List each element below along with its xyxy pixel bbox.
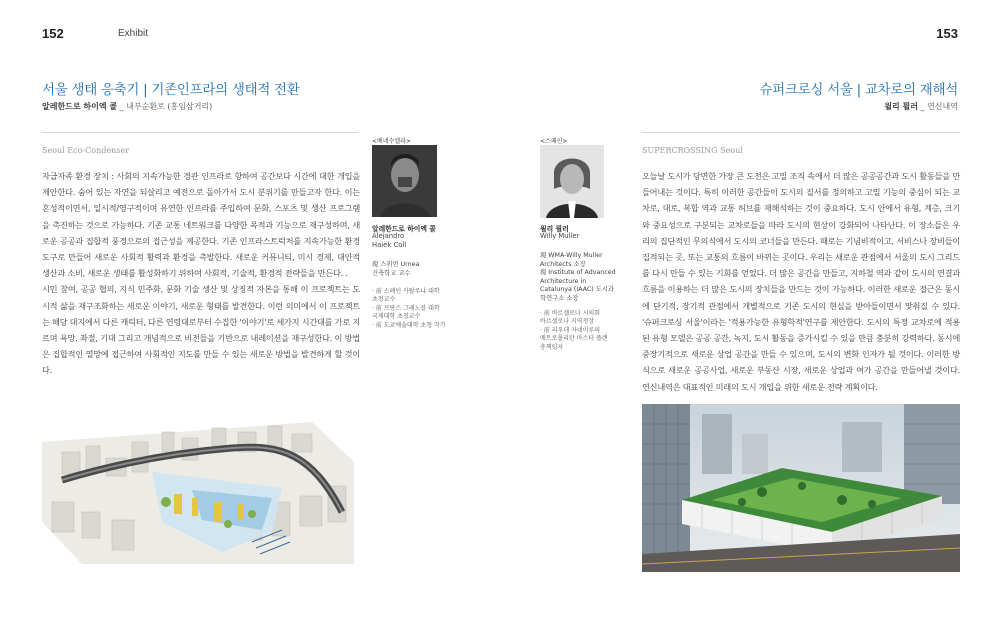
profile2-name-en: Willy Muller bbox=[540, 232, 580, 240]
profile1-credentials bbox=[372, 288, 446, 330]
profile2-aff-line: 現 Institute of Advanced bbox=[540, 269, 616, 277]
right-title: 슈퍼크로싱 서울 | 교차로의 재해석 bbox=[759, 82, 958, 98]
profile2-affiliation bbox=[540, 252, 616, 304]
left-body bbox=[42, 168, 360, 379]
right-divider bbox=[642, 132, 960, 133]
right-location: _ 연신내역 bbox=[920, 102, 958, 111]
profile2-cred: · 前 바르셀로나 시의회 bbox=[540, 310, 600, 317]
left-subtitle bbox=[42, 101, 212, 112]
profile2-aff-line: Catalunya (IAAC) 도시과 bbox=[540, 286, 614, 294]
right-author: 윌리 뮐러 bbox=[884, 102, 918, 111]
right-eng-heading: SUPERCROSSING Seoul bbox=[642, 146, 743, 155]
profile2-aff-line: Architects 소장 bbox=[540, 260, 586, 268]
left-paragraph: 시민 참여, 공공 협의, 지식 민주화, 문화 기술 생산 및 상징적 자본을 통해 이 프로젝트는 도시적 삶을 재구조화하는 새로운 이야기, 새로운 형태를 발견한다. 이런 의미에서 이 프로젝트는 해당 대지에서 다른 캐릭터, 다른 연령대로부터 수집한 '이야기'로 세가지 시간대를 가로 지르며 욕망, 좌절, 기대 그리고 개념적으로 비전들을 기반으로 내레이션을 재구성한다. 이 방법은 집합적인 열망에 접근하여 사회적인 지도를 만들 수 있는 새로운 방법을 발견하게 할 것이다. bbox=[42, 284, 360, 376]
profile1-country-tag: <베네수엘라> bbox=[372, 138, 412, 145]
profile1-affiliation bbox=[372, 261, 419, 278]
left-divider bbox=[42, 132, 358, 133]
profile1-name-en bbox=[372, 232, 406, 250]
left-location: _ 내부순환로 (홍임삼거리) bbox=[119, 102, 213, 111]
profile2-country-tag: <스페인> bbox=[540, 138, 568, 145]
left-page-number: 152 bbox=[42, 26, 64, 41]
left-eng-heading: Seoul Eco-Condenser bbox=[42, 146, 129, 155]
right-page-number: 153 bbox=[936, 26, 958, 41]
supercrossing-rendering bbox=[642, 404, 960, 572]
profile2-credentials bbox=[540, 310, 608, 352]
profile1-portrait bbox=[372, 145, 437, 217]
profile2-cred: 바르셀로나 지역청장 bbox=[540, 318, 595, 326]
right-body bbox=[642, 168, 960, 395]
left-title: 서울 생태 응축기 | 기존인프라의 생태적 전환 bbox=[42, 82, 300, 98]
profile1-cred: · 前 스페인 카탈루냐 대학 bbox=[372, 288, 440, 295]
section-label: Exhibit bbox=[118, 28, 149, 39]
profile2-portrait bbox=[540, 145, 604, 218]
profile1-aff-line1: 現 스위번 Urnea bbox=[372, 261, 420, 268]
profile1-cred: 초청교수 bbox=[372, 296, 396, 304]
profile1-cred: 국제대학 초청교수 bbox=[372, 313, 421, 321]
profile1-cred: · 前 도쿄예술대학 초청 작가 bbox=[372, 321, 446, 329]
profile2-cred: 메트로폴리탄 마스터 플랜 bbox=[540, 335, 608, 343]
profile2-aff-line: Architecture in bbox=[540, 277, 587, 285]
profile1-cred: · 前 프랑스 그레노블 대학 bbox=[372, 304, 440, 312]
profile2-cred: · 前 리우데 자네이루의 bbox=[540, 326, 600, 334]
profile2-aff-line: 現 WMA-Willy Muller bbox=[540, 252, 603, 259]
left-paragraph: 자급자족 환경 장치 : 사회의 지속가능한 경관 인프라로 향하여 공간보다 시간에 대한 개입을 제안한다. 숨어 있는 자연을 되살리고 예전으로 돌아가서 도시 분위기를 만들고자 한다. 이는 혼성적이면서, 일시적/영구적이며 유연한 인프라를 주입하여 문화, 스포츠 및 생산 프로그램을 촉진하는 것으로 가능하다. 기존 교통 네트워크를 다양한 목적과 기능으로 재구성하며, 새로운 공공과 집합적 풍경으로의 접근성을 제공한다. 기존 인프라스트럭처를 지속가능한 환경 도구로 만들어 새로운 사회적 활력과 환경을 촉발한다. 새로운 커뮤니티, 미시 경제, 대안적 생산과 소비, 새로운 생태를 활성화하기 위하여 사회적, 기술적, 환경적 전략들을 만든다. . bbox=[42, 171, 360, 279]
profile2-name-ko: 윌리 뮐러 bbox=[540, 225, 569, 233]
left-author: 알레한드로 하이엑 콜 bbox=[42, 102, 118, 111]
right-subtitle bbox=[884, 101, 958, 112]
profile1-name-en-line1: Alejandro bbox=[372, 232, 405, 240]
profile1-aff-line2: 건축학교 교수 bbox=[372, 269, 411, 277]
seoul-eco-condenser-rendering bbox=[42, 402, 354, 564]
profile1-name-ko: 알레한드로 하이엑 콜 bbox=[372, 225, 436, 233]
profile2-cred: 총책임자 bbox=[540, 343, 564, 351]
profile1-name-en-line2: Haiek Coll bbox=[372, 241, 407, 249]
profile2-aff-line: 학연구소 소장 bbox=[540, 294, 579, 302]
right-paragraph: 오늘날 도시가 당면한 가장 큰 도전은 고밀 조직 속에서 더 많은 공공공간과 도시 활동들을 만들어내는 것이다. 특히 이러한 공간들이 도시의 질서를 정의하고 고밀 기능의 중심이 되는 교차로, 대로, 복합 역과 교통 허브를 재해석하는 것이 중요하다. 도시 안에서 유형, 계층, 크기와 중요성으로 구분되는 교차로들을 따라 도시의 현상이 강화되어 나타난다. 이 장소들은 우리의 집단적인 무의식에서 도시의 코너들을 만든다. 때로는 기념비적이고, 서비스나 장비들이 집적되는 곳, 또는 교통의 흐름이 바뀌는 곳이다. 우리는 새로운 관점에서 서울의 도시 그리드를 다시 만들 수 있는 기회를 얻었다. 더 많은 공간을 만들고, 지하철 역과 같이 도시의 연결과 흐름을 이용하는 더 많은 도시의 장치들을 만드는 것이 가능하다. 이러한 새로운 접근은 동시에 단기적, 장기적 관점에서 개별적으로 기존 도시의 현실을 받아들이면서 맞춰질 수 있다. '슈퍼크로싱 서울'이라는 '적용가능한 유형학적'연구를 제안한다. 도시의 특정 교차로에 적용된 유형 모델은 공공 공간, 녹지, 도시 활동을 증가시킬 수 있을 만큼 충분히 강력하다. 동시에 중장기적으로 새로운 상업 공간을 만들 수 있으며, 도시의 변화 인자가 될 것이다. 이러한 방식으로 새로운 공공사업, 새로운 부동산 시장, 새로운 상업과 여가 공간을 만들어낼 것이다. 연신내역은 대표적인 미래의 도시 개입을 위한 새로운 전략 계획이다. bbox=[642, 171, 960, 392]
